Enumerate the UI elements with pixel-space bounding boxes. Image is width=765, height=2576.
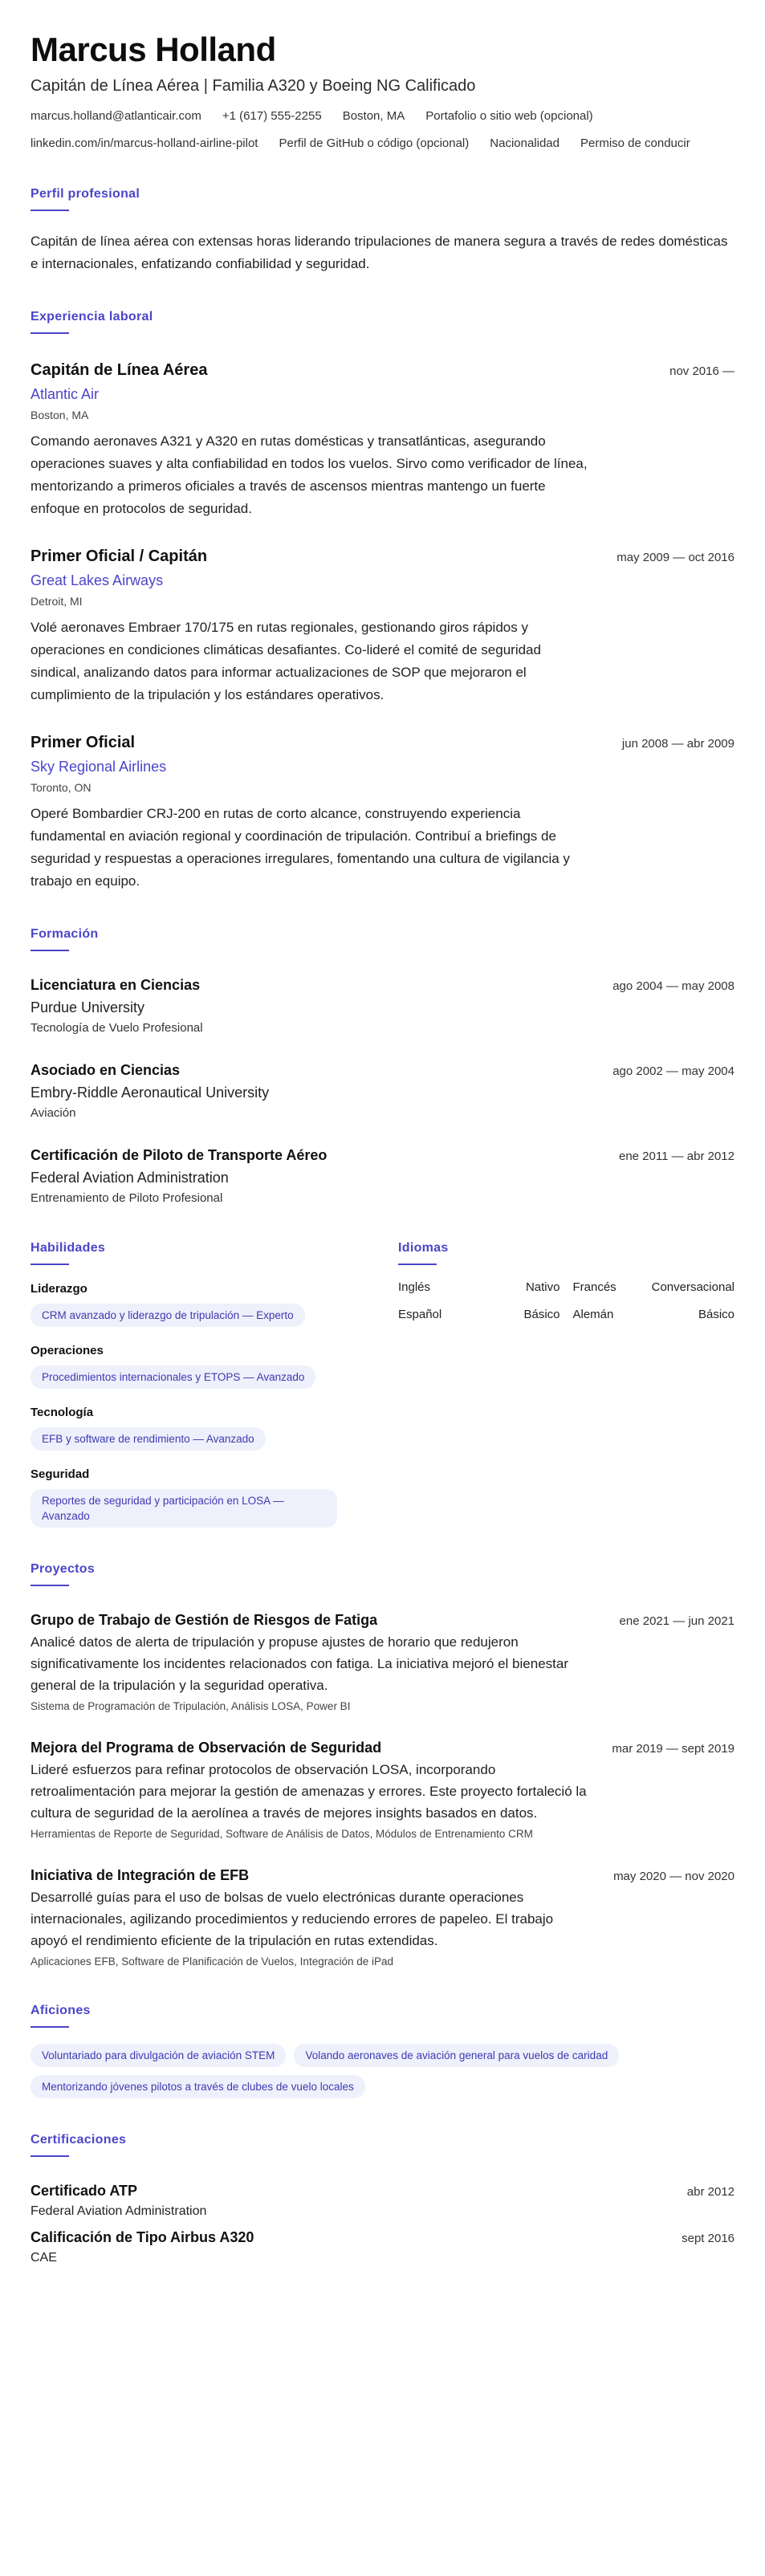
education-dates: ene 2011 — abr 2012 (618, 1150, 734, 1163)
project-description: Desarrollé guías para el uso de bolsas de vuelo electrónicas durante operaciones internacionales, agilizando procedimientos y reduciendo errores de papeleo. El trabajo apoyó el rendimiento eficiente de la tripulación en rutas extendidas. (31, 1890, 554, 1948)
project-title: Mejora del Programa de Observación de Seguridad (31, 1740, 382, 1756)
section-divider (31, 1264, 69, 1265)
skill-name: Liderazgo (31, 1282, 87, 1296)
language-level: Básico (698, 1308, 734, 1321)
education-area: Tecnología de Vuelo Profesional (31, 1021, 203, 1035)
language-item (398, 1307, 560, 1323)
language-level: Conversacional (651, 1280, 734, 1294)
project-description: Analicé datos de alerta de tripulación y propuse ajustes de horario que redujeron significativamente los incidentes relacionados con fatiga. La iniciativa mejoró el bienestar general de la tripulación y la seguridad operativa. (31, 1634, 568, 1693)
language-name: Alemán (572, 1308, 614, 1321)
education-area: Entrenamiento de Piloto Profesional (31, 1191, 223, 1205)
projects-section (31, 1561, 734, 1969)
skill-group (31, 1405, 366, 1451)
skill-chip: CRM avanzado y liderazgo de tripulación — Experto (31, 1304, 305, 1327)
job-company: Sky Regional Airlines (31, 759, 167, 775)
skill-chip: Procedimientos internacionales y ETOPS — Avanzado (31, 1365, 315, 1389)
certification-date: abr 2012 (686, 2185, 734, 2199)
job-title: Primer Oficial / Capitán (31, 547, 208, 565)
hobby-chip: Voluntariado para divulgación de aviación STEM (31, 2044, 286, 2067)
job-location: Detroit, MI (31, 595, 83, 608)
job-location: Toronto, ON (31, 781, 92, 794)
contact-phone[interactable]: +1 (617) 555-2255 (222, 109, 322, 123)
job-company: Great Lakes Airways (31, 572, 164, 588)
certification-issuer: Federal Aviation Administration (31, 2204, 207, 2218)
project-title: Iniciativa de Integración de EFB (31, 1867, 250, 1883)
education-entry (31, 1146, 734, 1207)
certifications-section (31, 2132, 734, 2266)
section-title: Formación (31, 927, 99, 941)
job-description: Volé aeronaves Embraer 170/175 en rutas regionales, gestionando giros rápidos y operaciones en condiciones climáticas desafiantes. Co-lideré el comité de seguridad sindical, analizando datos para informar actualizaciones de SOP que mejoraron el cumplimiento de la tripulación y los estándares operativos. (31, 620, 541, 702)
job-title: Capitán de Línea Aérea (31, 361, 208, 379)
education-dates: ago 2004 — may 2008 (612, 979, 734, 993)
project-entry (31, 1610, 734, 1714)
job-title: Primer Oficial (31, 734, 136, 751)
language-list (398, 1280, 734, 1323)
contact-email[interactable]: marcus.holland@atlanticair.com (31, 109, 201, 123)
education-institution: Embry-Riddle Aeronautical University (31, 1085, 270, 1101)
job-dates: may 2009 — oct 2016 (616, 551, 734, 564)
skill-name: Tecnología (31, 1406, 94, 1419)
section-title: Certificaciones (31, 2133, 127, 2147)
contact-location: Boston, MA (342, 109, 405, 123)
section-divider (31, 210, 69, 211)
education-entry (31, 975, 734, 1036)
education-entry (31, 1060, 734, 1121)
hobby-list (31, 2044, 734, 2098)
project-dates: ene 2021 — jun 2021 (619, 1614, 734, 1628)
project-tech: Aplicaciones EFB, Software de Planificación de Vuelos, Integración de iPad (31, 1955, 394, 1968)
project-entry (31, 1738, 734, 1841)
section-divider (31, 2155, 69, 2157)
project-description: Lideré esfuerzos para refinar protocolos de observación LOSA, incorporando retroalimentación para mejorar la gestión de amenazas y errores. Este proyecto fortaleció la cultura de seguridad de la aerolínea a través de mejores insights basados en datos. (31, 1762, 587, 1821)
skill-name: Operaciones (31, 1344, 104, 1357)
section-title: Aficiones (31, 2004, 91, 2017)
job-dates: jun 2008 — abr 2009 (621, 737, 734, 751)
job-description: Comando aeronaves A321 y A320 en rutas domésticas y transatlánticas, asegurando operaciones suaves y alta confiabilidad en todos los vuelos. Sirvo como verificador de línea, mentorizando a primeros oficiales a través de ascensos mientras mantengo un fuerte enfoque en protocolos de seguridad. (31, 433, 588, 516)
hobby-chip: Mentorizando jóvenes pilotos a través de clubes de vuelo locales (31, 2075, 365, 2098)
contact-github[interactable]: Perfil de GitHub o código (opcional) (279, 136, 470, 150)
section-divider (31, 332, 69, 334)
language-level: Básico (523, 1308, 560, 1321)
skills-languages-row (31, 1240, 734, 1528)
experience-section (31, 309, 734, 893)
education-degree: Certificación de Piloto de Transporte Aéreo (31, 1147, 328, 1163)
certification-issuer: CAE (31, 2251, 57, 2265)
job-entry (31, 546, 734, 706)
language-item (573, 1307, 735, 1323)
project-dates: mar 2019 — sept 2019 (612, 1742, 734, 1756)
language-name: Francés (572, 1280, 616, 1294)
section-divider (31, 2026, 69, 2028)
certification-title: Calificación de Tipo Airbus A320 (31, 2229, 254, 2245)
education-institution: Purdue University (31, 999, 145, 1015)
project-tech: Herramientas de Reporte de Seguridad, Software de Análisis de Datos, Módulos de Entrenamiento CRM (31, 1828, 533, 1840)
project-tech: Sistema de Programación de Tripulación, Análisis LOSA, Power BI (31, 1700, 351, 1712)
language-name: Inglés (398, 1280, 431, 1294)
certification-date: sept 2016 (682, 2232, 734, 2245)
job-company: Atlantic Air (31, 386, 100, 402)
skill-group (31, 1281, 366, 1327)
headline: Capitán de Línea Aérea | Familia A320 y Boeing NG Calificado (31, 77, 476, 95)
project-entry (31, 1866, 734, 1969)
language-item (573, 1280, 735, 1296)
skill-group (31, 1467, 366, 1528)
skill-group (31, 1343, 366, 1389)
section-title: Habilidades (31, 1241, 106, 1255)
certification-entry (31, 2228, 734, 2266)
section-title: Idiomas (398, 1241, 449, 1255)
job-entry (31, 732, 734, 893)
certification-entry (31, 2181, 734, 2220)
education-institution: Federal Aviation Administration (31, 1170, 229, 1186)
education-section (31, 926, 734, 1207)
education-dates: ago 2002 — may 2004 (612, 1064, 734, 1078)
hobby-chip: Volando aeronaves de aviación general para vuelos de caridad (294, 2044, 619, 2067)
language-item (398, 1280, 560, 1296)
contact-website[interactable]: Portafolio o sitio web (opcional) (425, 109, 593, 123)
project-title: Grupo de Trabajo de Gestión de Riesgos de Fatiga (31, 1612, 378, 1628)
section-divider (31, 950, 69, 951)
section-divider (398, 1264, 437, 1265)
contact-driving-license: Permiso de conducir (580, 136, 690, 150)
skills-section (31, 1240, 366, 1528)
job-entry (31, 360, 734, 520)
education-degree: Asociado en Ciencias (31, 1062, 181, 1078)
profile-summary: Capitán de línea aérea con extensas horas liderando tripulaciones de manera segura a través de redes domésticas e internacionales, enfatizando confiabilidad y seguridad. (31, 234, 728, 271)
certification-title: Certificado ATP (31, 2183, 138, 2199)
hobbies-section (31, 2003, 734, 2098)
skill-chip: Reportes de seguridad y participación en LOSA — Avanzado (31, 1489, 337, 1528)
language-level: Nativo (525, 1280, 560, 1294)
profile-section (31, 186, 734, 275)
education-area: Aviación (31, 1106, 76, 1120)
section-title: Experiencia laboral (31, 310, 153, 324)
contact-nationality: Nacionalidad (490, 136, 560, 150)
contact-list (31, 108, 734, 153)
section-title: Proyectos (31, 1562, 96, 1576)
project-dates: may 2020 — nov 2020 (613, 1870, 734, 1883)
languages-section (398, 1240, 734, 1528)
skill-chip: EFB y software de rendimiento — Avanzado (31, 1427, 266, 1451)
contact-linkedin[interactable]: linkedin.com/in/marcus-holland-airline-pilot (31, 136, 258, 150)
section-title: Perfil profesional (31, 187, 140, 201)
language-name: Español (398, 1308, 442, 1321)
education-degree: Licenciatura en Ciencias (31, 977, 201, 993)
section-divider (31, 1585, 69, 1586)
job-dates: nov 2016 — (669, 364, 734, 378)
candidate-name: Marcus Holland (31, 31, 276, 68)
job-location: Boston, MA (31, 409, 89, 421)
job-description: Operé Bombardier CRJ-200 en rutas de corto alcance, construyendo experiencia fundamental en aviación regional y coordinación de tripulación. Contribuí a briefings de seguridad y respuestas a operaciones irregulares, fomentando una cultura de vigilancia y trabajo en equipo. (31, 806, 570, 889)
skill-name: Seguridad (31, 1467, 90, 1481)
